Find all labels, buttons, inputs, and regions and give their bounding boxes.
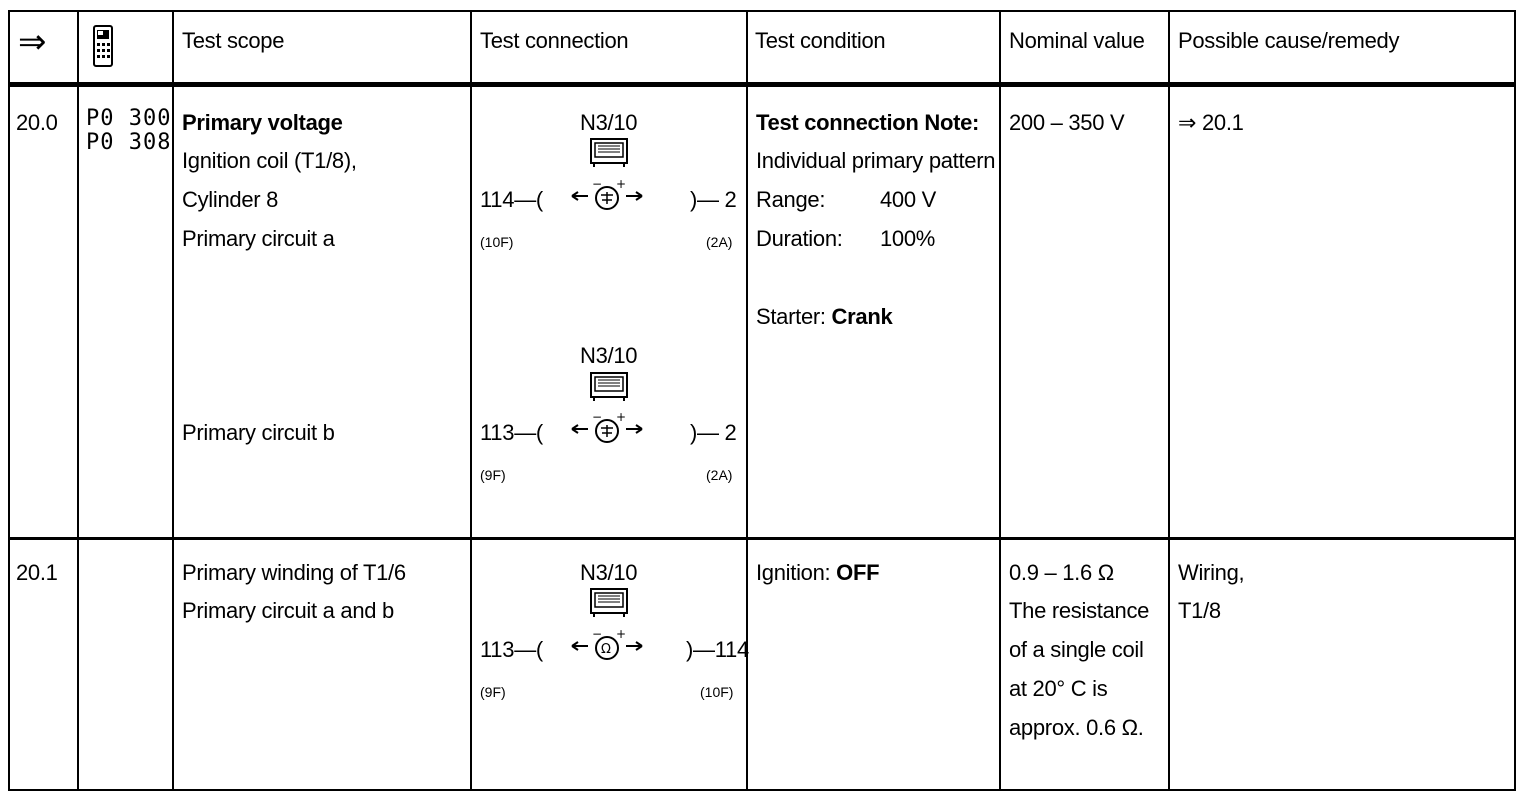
header-possible-cause: Possible cause/remedy	[1178, 28, 1400, 53]
device-label: N3/10	[580, 110, 638, 135]
nominal-note: approx. 0.6 Ω.	[1009, 715, 1144, 740]
condition-starter: Starter: Crank	[756, 304, 893, 329]
condition-title: Test connection Note:	[756, 110, 980, 135]
svg-text:−: −	[592, 410, 603, 424]
condition-duration-label: Duration:	[756, 226, 843, 251]
condition-pattern: Individual primary pattern	[756, 148, 996, 173]
remedy-line: Wiring,	[1178, 560, 1245, 585]
nominal-value: 0.9 – 1.6 Ω	[1009, 560, 1114, 585]
fault-code: P0 308	[86, 130, 172, 155]
fault-code: P0 300	[86, 106, 172, 131]
nominal-value: 200 – 350 V	[1009, 110, 1125, 135]
pin-left-sub: (9F)	[480, 467, 506, 483]
pin-right: )— 2	[690, 187, 737, 212]
pin-right-sub: (2A)	[706, 467, 733, 483]
col-line-6	[1168, 10, 1170, 791]
tester-icon	[590, 138, 628, 168]
pin-right-sub: (10F)	[700, 684, 734, 700]
col-line-2	[172, 10, 174, 791]
col-line-3	[470, 10, 472, 791]
header-divider	[8, 82, 1516, 87]
pin-left-sub: (10F)	[480, 234, 514, 250]
nominal-note: of a single coil	[1009, 637, 1144, 662]
nominal-note: The resistance	[1009, 598, 1150, 623]
pin-left-sub: (9F)	[480, 684, 506, 700]
pin-left: 113—(	[480, 420, 543, 445]
scope-line: Primary circuit b	[182, 420, 335, 445]
condition-range-value: 400 V	[880, 187, 936, 212]
remedy-reference: ⇒ 20.1	[1178, 110, 1244, 135]
scope-line: Ignition coil (T1/8),	[182, 148, 357, 173]
pin-left: 114—(	[480, 187, 543, 212]
scope-line: Primary circuit a and b	[182, 598, 394, 623]
remedy-line: T1/8	[1178, 598, 1221, 623]
voltage-meter-icon	[568, 409, 646, 449]
ohm-meter-icon	[568, 626, 646, 666]
svg-text:+: +	[616, 627, 627, 641]
device-label: N3/10	[580, 343, 638, 368]
svg-text:+: +	[616, 410, 627, 424]
tester-icon	[590, 372, 628, 402]
scope-line: Primary circuit a	[182, 226, 335, 251]
header-arrow: ⇒	[18, 23, 47, 61]
header-test-condition: Test condition	[755, 28, 886, 53]
tester-device-icon	[92, 24, 114, 68]
col-line-4	[746, 10, 748, 791]
table-bottom-border	[8, 789, 1516, 791]
voltage-meter-icon	[568, 176, 646, 216]
tester-icon	[590, 588, 628, 618]
table-top-border	[8, 10, 1516, 12]
svg-text:+: +	[616, 177, 627, 191]
device-label: N3/10	[580, 560, 638, 585]
col-line-1	[77, 10, 79, 791]
condition-ignition: Ignition: OFF	[756, 560, 880, 585]
condition-duration-value: 100%	[880, 226, 936, 251]
condition-range-label: Range:	[756, 187, 826, 212]
col-line-7	[1514, 10, 1516, 791]
pin-right-sub: (2A)	[706, 234, 733, 250]
svg-text:−: −	[592, 627, 603, 641]
svg-text:Ω: Ω	[601, 642, 611, 657]
col-line-5	[999, 10, 1001, 791]
pin-right: )—114	[686, 637, 749, 662]
row-divider	[8, 537, 1516, 540]
scope-title: Primary voltage	[182, 110, 343, 135]
header-test-scope: Test scope	[182, 28, 285, 53]
scope-line: Cylinder 8	[182, 187, 279, 212]
svg-text:−: −	[592, 177, 603, 191]
pin-left: 113—(	[480, 637, 543, 662]
header-test-connection: Test connection	[480, 28, 629, 53]
nominal-note: at 20° C is	[1009, 676, 1108, 701]
pin-right: )— 2	[690, 420, 737, 445]
header-nominal-value: Nominal value	[1009, 28, 1145, 53]
col-line-0	[8, 10, 10, 791]
step-number: 20.1	[16, 560, 58, 585]
scope-line: Primary winding of T1/6	[182, 560, 406, 585]
step-number: 20.0	[16, 110, 58, 135]
